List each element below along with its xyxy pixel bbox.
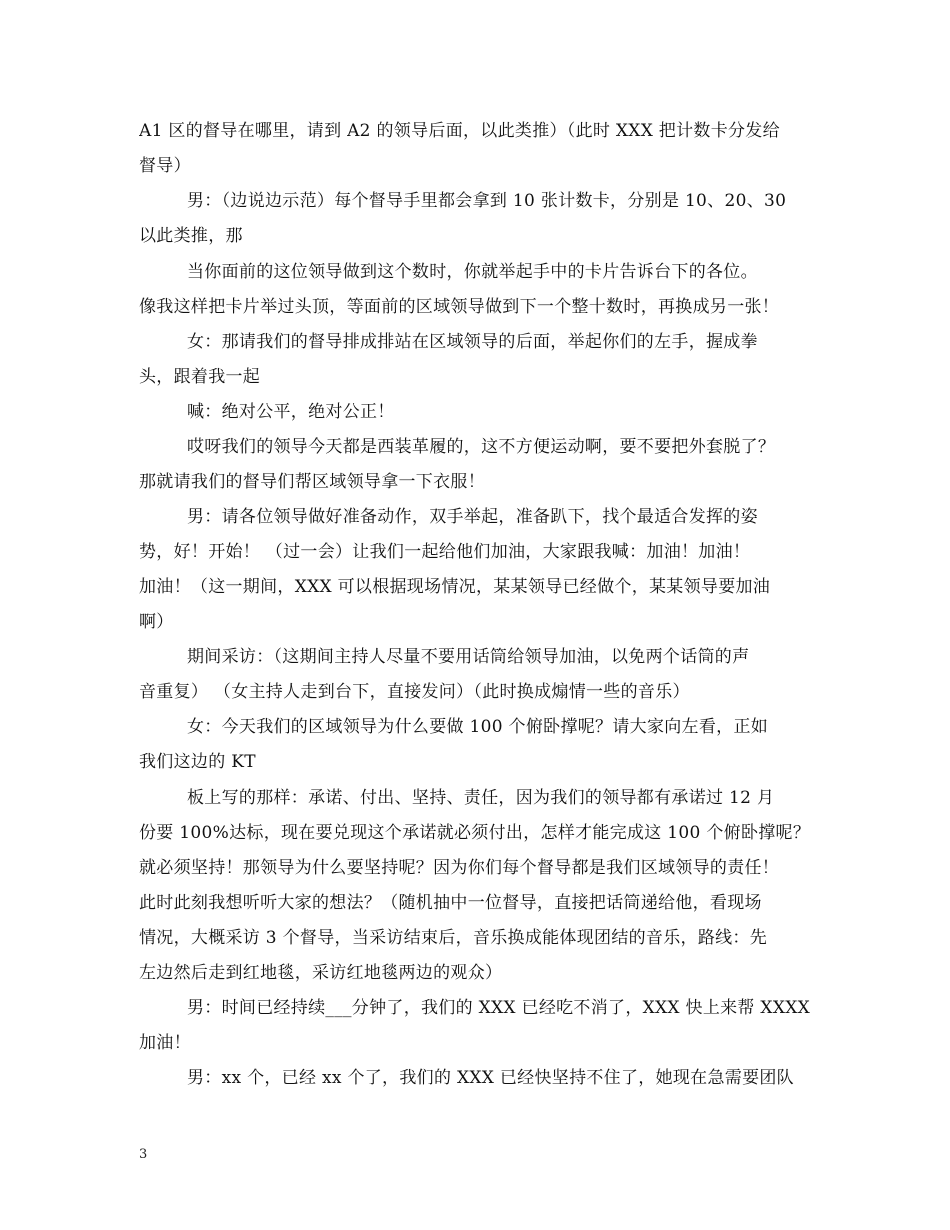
text-line: 就必须坚持！那领导为什么要坚持呢？因为你们每个督导都是我们区域领导的责任！ [139, 858, 780, 878]
text-line: 喊：绝对公平，绝对公正！ [187, 402, 395, 422]
text-line: 男：时间已经持续___分钟了，我们的 XXX 已经吃不消了，XXX 快上来帮 XXXX [187, 998, 811, 1018]
text-line: 那就请我们的督导们帮区域领导拿一下衣服！ [139, 472, 485, 492]
text-line: 哎呀我们的领导今天都是西装革履的，这不方便运动啊，要不要把外套脱了？ [187, 437, 776, 457]
text-line: 音重复） （女主持人走到台下，直接发问）（此时换成煽情一些的音乐） [139, 682, 690, 702]
text-line: 份要 100%达标，现在要兑现这个承诺就必须付出，怎样才能完成这 100 个俯卧撑呢？ [139, 823, 811, 843]
text-line: 左边然后走到红地毯，采访红地毯两边的观众） [139, 963, 503, 983]
text-line: 头，跟着我一起 [139, 367, 261, 387]
text-line: 督导） [139, 156, 191, 176]
text-line: 男：xx 个，已经 xx 个了，我们的 XXX 已经快坚持不住了，她现在急需要团队 [187, 1068, 794, 1088]
text-line: 此时此刻我想听听大家的想法？（随机抽中一位督导，直接把话筒递给他，看现场 [139, 893, 762, 913]
text-line: 加油！ [139, 1033, 191, 1053]
text-line: 当你面前的这位领导做到这个数时，你就举起手中的卡片告诉台下的各位。 [187, 262, 758, 282]
page-number: 3 [139, 1147, 148, 1162]
text-line: 以此类推，那 [139, 226, 243, 246]
text-line: 啊） [139, 612, 174, 632]
text-line: 像我这样把卡片举过头顶，等面前的区域领导做到下一个整十数时，再换成另一张！ [139, 297, 780, 317]
text-line: 情况，大概采访 3 个督导，当采访结束后，音乐换成能体现团结的音乐，路线：先 [139, 928, 768, 948]
text-line: 势，好！开始！ （过一会）让我们一起给他们加油，大家跟我喊：加油！加油！ [139, 542, 751, 562]
text-line: A1 区的督导在哪里，请到 A2 的领导后面，以此类推）（此时 XXX 把计数卡分发给 [139, 121, 780, 141]
text-line: 我们这边的 KT [139, 752, 256, 772]
text-line: 板上写的那样：承诺、付出、坚持、责任，因为我们的领导都有承诺过 12 月 [187, 788, 775, 808]
text-line: 期间采访：（这期间主持人尽量不要用话筒给领导加油，以免两个话筒的声 [187, 647, 750, 667]
text-line: 加油！（这一期间，XXX 可以根据现场情况，某某领导已经做个，某某领导要加油 [139, 577, 771, 597]
text-line: 女：今天我们的区域领导为什么要做 100 个俯卧撑呢？请大家向左看，正如 [187, 717, 769, 737]
text-line: 男：请各位领导做好准备动作，双手举起，准备趴下，找个最适合发挥的姿 [187, 507, 758, 527]
text-line: 男：（边说边示范）每个督导手里都会拿到 10 张计数卡，分别是 10、20、30 [187, 191, 787, 211]
text-line: 女：那请我们的督导排成排站在区域领导的后面，举起你们的左手，握成拳 [187, 332, 758, 352]
